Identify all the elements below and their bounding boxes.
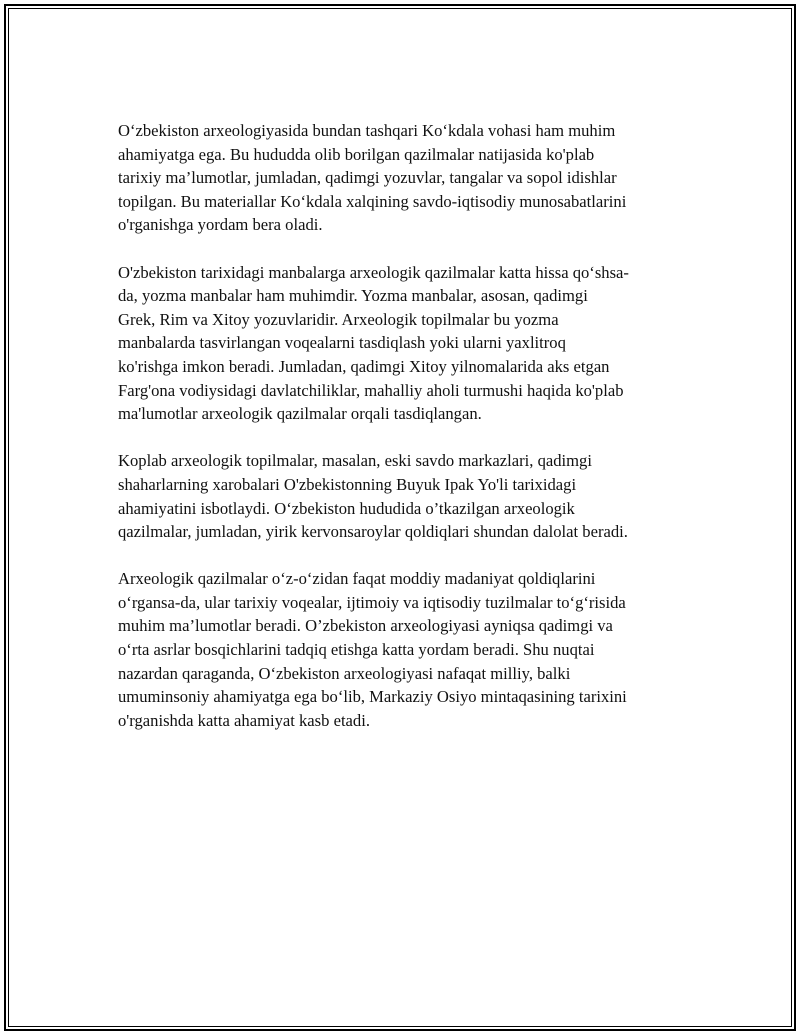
- paragraph-koʻkdala: [118, 119, 698, 237]
- text-line: ahamiyatga ega. Bu hududda olib borilgan qazilmalar natijasida ko'plab: [118, 144, 595, 164]
- text-line: shaharlarning xarobalari O'zbekistonning Buyuk Ipak Yo'li tarixidagi: [118, 474, 577, 494]
- text-line: Grek, Rim va Xitoy yozuvlaridir. Arxeologik topilmalar bu yozma: [118, 309, 559, 329]
- paragraph-written-sources: [118, 261, 698, 426]
- text-line: O‘zbekiston arxeologiyasida bundan tashqari Ko‘kdala vohasi ham muhim: [118, 121, 616, 140]
- text-line: ma'lumotlar arxeologik qazilmalar orqali tasdiqlangan.: [118, 404, 482, 424]
- text-line: o'rganishga yordam bera oladi.: [118, 215, 323, 235]
- text-line: O'zbekiston tarixidagi manbalarga arxeologik qazilmalar katta hissa qo‘shsa-: [118, 262, 629, 282]
- text-line: o'rganishda katta ahamiyat kasb etadi.: [118, 710, 370, 730]
- paragraph-significance: [118, 567, 698, 732]
- text-line: Koplab arxeologik topilmalar, masalan, eski savdo markazlari, qadimgi: [118, 451, 592, 471]
- text-line: Arxeologik qazilmalar o‘z-o‘zidan faqat moddiy madaniyat qoldiqlarini: [118, 569, 596, 589]
- text-line: muhim ma’lumotlar beradi. O’zbekiston arxeologiyasi ayniqsa qadimgi va: [118, 616, 613, 636]
- text-line: ahamiyatini isbotlaydi. O‘zbekiston hududida o’tkazilgan arxeologik: [118, 498, 575, 518]
- paragraph-silk-road: [118, 449, 698, 543]
- text-line: o‘rgansa-da, ular tarixiy voqealar, ijtimoiy va iqtisodiy tuzilmalar to‘g‘risida: [118, 592, 626, 612]
- text-line: Farg'ona vodiysidagi davlatchiliklar, mahalliy aholi turmushi haqida ko'plab: [118, 380, 624, 400]
- document-body: [118, 119, 698, 756]
- text-line: tarixiy ma’lumotlar, jumladan, qadimgi yozuvlar, tangalar va sopol idishlar: [118, 168, 617, 188]
- text-line: manbalarda tasvirlangan voqealarni tasdiqlash yoki ularni yaxlitroq: [118, 333, 566, 353]
- text-line: topilgan. Bu materiallar Ko‘kdala xalqining savdo-iqtisodiy munosabatlarini: [118, 191, 627, 211]
- text-line: umuminsoniy ahamiyatga ega bo‘lib, Markaziy Osiyo mintaqasining tarixini: [118, 687, 627, 707]
- text-line: o‘rta asrlar bosqichlarini tadqiq etishga katta yordam beradi. Shu nuqtai: [118, 640, 595, 660]
- text-line: qazilmalar, jumladan, yirik kervonsaroylar qoldiqlari shundan dalolat beradi.: [118, 522, 628, 542]
- text-line: da, yozma manbalar ham muhimdir. Yozma manbalar, asosan, qadimgi: [118, 286, 588, 306]
- text-line: ko'rishga imkon beradi. Jumladan, qadimgi Xitoy yilnomalarida aks etgan: [118, 356, 610, 376]
- text-line: nazardan qaraganda, O‘zbekiston arxeologiyasi nafaqat milliy, balki: [118, 663, 571, 683]
